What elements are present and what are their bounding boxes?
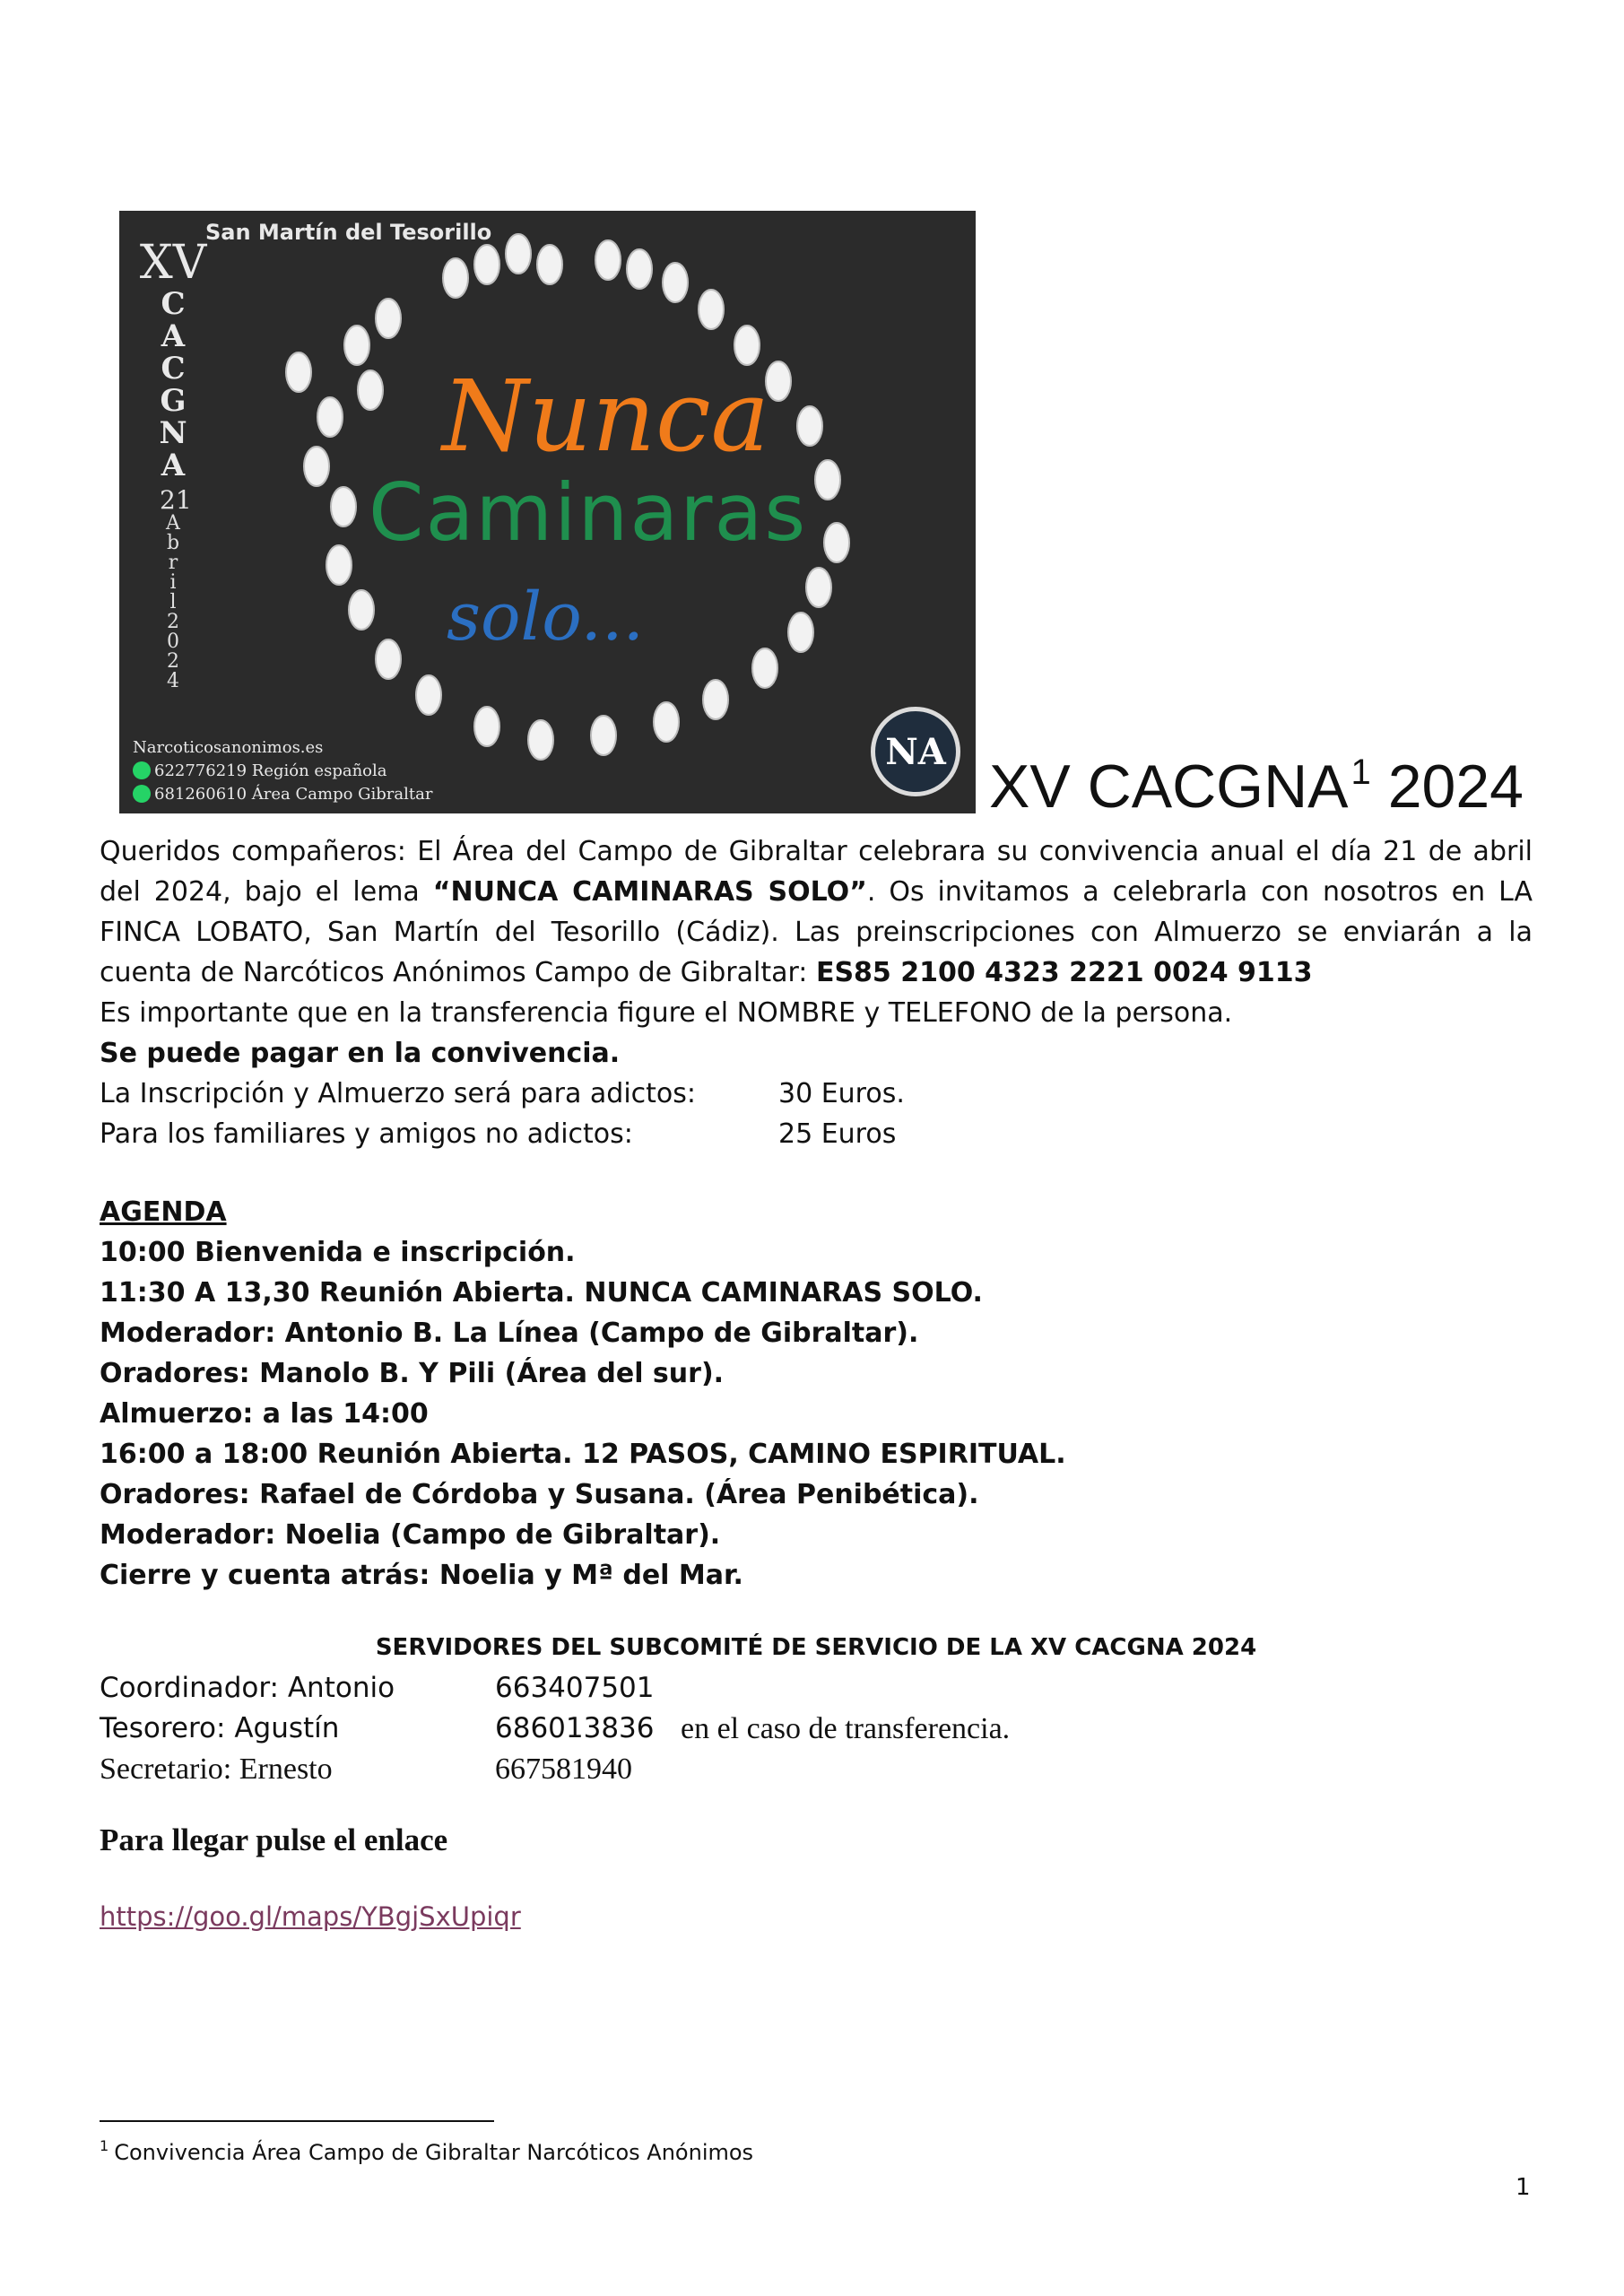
poster-website: Narcoticosanonimos.es [133, 738, 324, 757]
fee-row-family: Para los familiares y amigos no adictos: 25 Euros [100, 1118, 897, 1150]
intro-pay-note: Se puede pagar en la convivencia. [100, 1038, 621, 1069]
fee-row-addicts: La Inscripción y Almuerzo será para adictos: 30 Euros. [100, 1078, 905, 1109]
intro-section [100, 831, 1533, 1154]
agenda-item: Moderador: Antonio B. La Línea (Campo de Gibraltar). [100, 1318, 919, 1349]
servers-heading: SERVIDORES DEL SUBCOMITÉ DE SERVICIO DE LA XV CACGNA 2024 [375, 1634, 1257, 1661]
agenda-item: Oradores: Rafael de Córdoba y Susana. (Área Penibética). [100, 1479, 979, 1510]
poster-slogan-caminaras: Caminaras [369, 466, 808, 559]
directions-label: Para llegar pulse el enlace [100, 1822, 448, 1857]
footnote-mark: 1 [1350, 752, 1371, 792]
agenda-item: Oradores: Manolo B. Y Pili (Área del sur). [100, 1358, 725, 1389]
poster-vertical-date: 21 A b r i l 2 0 2 4 [160, 485, 192, 692]
iban: ES85 2100 4323 2221 0024 9113 [815, 957, 1313, 988]
agenda-item: 11:30 A 13,30 Reunión Abierta. NUNCA CAMINARAS SOLO. [100, 1277, 983, 1309]
poster-contacts [133, 736, 432, 806]
agenda-item: Cierre y cuenta atrás: Noelia y Mª del Mar. [100, 1560, 743, 1591]
document-title: XV CACGNA$^1$ 2024 [989, 752, 1524, 821]
agenda-section [100, 1192, 1533, 1596]
poster-phone-1: 622776219 Región española [133, 760, 432, 783]
poster-phone-2: 681260610 Área Campo Gibraltar [133, 783, 432, 806]
intro-transfer-note: Es importante que en la transferencia figure el NOMBRE y TELEFONO de la persona. [100, 997, 1233, 1029]
agenda-item: Almuerzo: a las 14:00 [100, 1398, 429, 1430]
poster-vertical-title: XV C A C G N A [139, 236, 207, 483]
agenda-heading: AGENDA [100, 1196, 227, 1228]
event-poster [119, 211, 976, 813]
agenda-item: 10:00 Bienvenida e inscripción. [100, 1237, 576, 1268]
whatsapp-icon [133, 761, 151, 779]
poster-slogan-nunca: Nunca [442, 359, 770, 474]
agenda-item: Moderador: Noelia (Campo de Gibraltar). [100, 1519, 721, 1551]
poster-place: San Martín del Tesorillo [205, 220, 492, 245]
maps-link[interactable]: https://goo.gl/maps/YBgjSxUpiqr [100, 1901, 521, 1932]
intro-paragraph: Queridos compañeros: El Área del Campo de Gibraltar celebrara su convivencia anual el día 21 de abril del 2024, bajo el lema “NUNCA CAMINARAS SOLO”. Os invitamos a celebrarla con nosotros en LA FINCA LOBATO, San Martín del Tesorillo (Cádiz). Las preinscripciones con Almuerzo se enviarán a la cuenta de Narcóticos Anónimos Campo de Gibraltar: ES85 2100 4323 2221 0024 9113 [100, 836, 1533, 988]
whatsapp-icon [133, 785, 151, 803]
footnote-divider [100, 2120, 494, 2122]
agenda-item: 16:00 a 18:00 Reunión Abierta. 12 PASOS, CAMINO ESPIRITUAL. [100, 1439, 1066, 1470]
poster-slogan-solo: solo... [447, 578, 645, 656]
footnote: $^1$ Convivencia Área Campo de Gibraltar Narcóticos Anónimos [100, 2137, 754, 2165]
page-number: 1 [1515, 2174, 1531, 2201]
na-logo: NA [871, 707, 960, 796]
